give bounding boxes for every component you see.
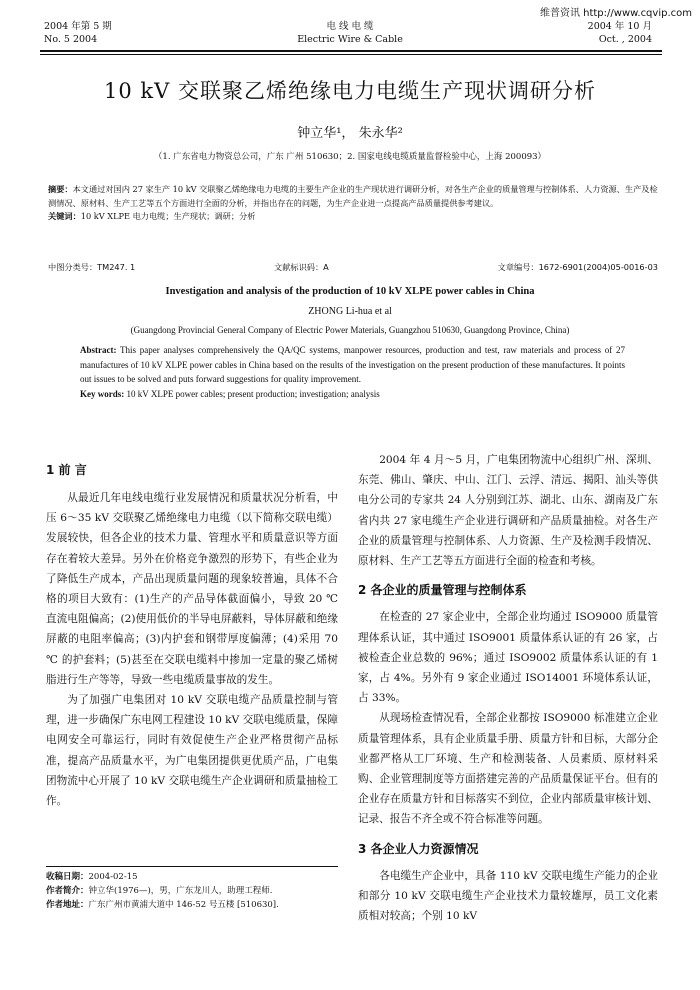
journal-name-en: Electric Wire & Cable bbox=[297, 34, 403, 45]
paragraph: 从现场检查情况看，全部企业都按 ISO9000 标准建立企业质量管理体系，具有企业质量手册、质量方针和目标，大部分企业都严格从工厂环境、生产和检测装备、人员素质、原材料采购、企业管理制度等方面搭建完善的产品质量保证平台。但有的企业存在质量方针和目标落实不到位，企业内部质量审核计划、记录、报告不齐全或不符合标准等问题。 bbox=[358, 712, 658, 826]
english-abstract bbox=[80, 343, 625, 401]
header-rule-thin bbox=[40, 54, 662, 55]
keywords-text: 10 kV XLPE 电力电缆；生产现状；调研；分析 bbox=[80, 211, 256, 221]
english-title: Investigation and analysis of the production of 10 kV XLPE power cables in China bbox=[165, 286, 535, 297]
english-abstract-text: This paper analyses comprehensively the QA/QC systems, manpower resources, production and test, raw materials and process of 27 manufactures of 10 kV XLPE power cables in China based on the results of the investigation on the present production of these manufactures. It points out issues to be solved and puts forward suggestions for quality improvement. bbox=[80, 345, 625, 384]
abstract-cn bbox=[48, 183, 658, 224]
english-keywords-label: Key words: bbox=[80, 388, 125, 399]
journal-date bbox=[588, 20, 652, 46]
date-en: Oct. , 2004 bbox=[598, 34, 652, 45]
footnote bbox=[46, 870, 338, 912]
address-label: 作者地址： bbox=[46, 900, 89, 910]
english-abstract-label: Abstract: bbox=[80, 345, 117, 355]
bio-text: 钟立华(1976—)，男，广东龙川人，助理工程师. bbox=[88, 886, 273, 896]
section-heading: 1 前 言 bbox=[46, 463, 87, 477]
watermark: 维普资讯 http://www.cqvip.com bbox=[539, 8, 692, 19]
clc-number: 中图分类号：TM247. 1 bbox=[48, 262, 136, 272]
authors: 钟立华¹， 朱永华² bbox=[297, 126, 403, 141]
bio-label: 作者简介： bbox=[46, 886, 89, 896]
abstract-label: 摘要： bbox=[48, 184, 73, 194]
paragraph: 在检查的 27 家企业中，全部企业均通过 ISO9000 质量管理体系认证，其中通过 ISO9001 质量体系认证的有 26 家，占被检查企业总数的 96%；通过 ISO9002 质量体系认证的有 1 家，占 4%。另外有 9 家企业通过 ISO14001 环境体系认证，占 33%。 bbox=[358, 611, 658, 705]
english-author: ZHONG Li-hua et al bbox=[308, 306, 392, 317]
received-label: 收稿日期： bbox=[46, 872, 89, 882]
keywords-label: 关键词： bbox=[48, 211, 81, 221]
journal-name-cn: 电 线 电 缆 bbox=[326, 21, 374, 32]
left-column-body bbox=[46, 488, 338, 811]
section-2-title: 2 各企业的质量管理与控制体系 bbox=[358, 583, 527, 598]
abstract-text: 本文通过对国内 27 家生产 10 kV 交联聚乙烯绝缘电力电缆的主要生产企业的生产现状进行调研分析，对各生产企业的质量管理与控制体系、人力资源、生产及检测情况、原材料、生产工艺等五个方面进行全面的分析，并指出存在的问题，为生产企业进一点提高产品质量提供参考建议。 bbox=[48, 184, 658, 208]
address-text: 广东广州市黄浦大道中 146-52 号五楼 [510630]. bbox=[88, 900, 279, 910]
right-column-body bbox=[358, 450, 658, 926]
english-affiliation: (Guangdong Provincial General Company of Electric Power Materials, Guangzhou 510630, Guangdong Province, China) bbox=[130, 325, 570, 335]
date-cn: 2004 年 10 月 bbox=[587, 21, 652, 32]
section-1-title bbox=[46, 460, 338, 480]
paragraph: 2004 年 4 月～5 月，广电集团物流中心组织广州、深圳、东莞、佛山、肇庆、中山、江门、云浮、清远、揭阳、汕头等供电分公司的专家共 24 人分别到江苏、湖北、山东、湖南及广东省内共 27 家电缆生产企业进行调研和产品质量抽检。对各生产企业的质量管理与控制体系、人力资源、生产及检测手段情况、原材料、生产工艺等五方面进行全面的检查和考核。 bbox=[358, 454, 658, 568]
section-3-title: 3 各企业人力资源情况 bbox=[358, 841, 479, 856]
footnote-rule bbox=[46, 866, 338, 867]
issue-cn: 2004 年第 5 期 bbox=[44, 21, 112, 32]
paragraph: 为了加强广电集团对 10 kV 交联电缆产品质量控制与管理，进一步确保广东电网工程建设 10 kV 交联电缆质量，保障电网安全可靠运行，同时有效促使生产企业严格贯彻产品标准，提高产品质量水平，为广电集团提供更优质产品，广电集团物流中心开展了 10 kV 交联电缆生产企业调研和质量抽检工作。 bbox=[46, 694, 338, 808]
english-keywords-text: 10 kV XLPE power cables; present production; investigation; analysis bbox=[124, 388, 380, 399]
paragraph: 各电缆生产企业中，具备 110 kV 交联电缆生产能力的企业和部分 10 kV 交联电缆生产企业技术力量较雄厚，员工文化素质相对较高；个别 10 kV bbox=[358, 869, 658, 923]
paragraph: 从最近几年电线电缆行业发展情况和质量状况分析看，中压 6～35 kV 交联聚乙烯绝缘电力电缆（以下简称交联电缆）发展较快，但各企业的技术力量、管理水平和质量意识等方面存在着较大差异。另外在价格竞争激烈的形势下，有些企业为了降低生产成本，产品出现质量问题的现象较普遍，具体不合格的项目大致有：(1)生产的产品导体截面偏小，导致 20 ℃ 直流电阻偏高；(2)使用低价的半导电屏蔽料，导体屏蔽和绝缘屏蔽的电阻率偏高；(3)内护套和钢带厚度偏薄；(4)采用 70 ℃ 的护套料；(5)甚至在交联电缆料中掺加一定量的聚乙烯树脂进行生产等等，导致一些电缆质量事故的发生。 bbox=[46, 492, 338, 686]
document-code: 文献标识码：A bbox=[274, 262, 329, 272]
article-number: 文章编号：1672-6901(2004)05-0016-03 bbox=[497, 262, 658, 272]
paper-title: 10 kV 交联聚乙烯绝缘电力电缆生产现状调研分析 bbox=[104, 79, 596, 103]
issue-en: No. 5 2004 bbox=[44, 34, 98, 45]
header-rule-thick bbox=[40, 50, 662, 52]
affiliation: （1. 广东省电力物资总公司，广东 广州 510630；2. 国家电线电缆质量监督检验中心，上海 200093） bbox=[153, 152, 547, 162]
received-date: 2004-02-15 bbox=[88, 872, 138, 882]
